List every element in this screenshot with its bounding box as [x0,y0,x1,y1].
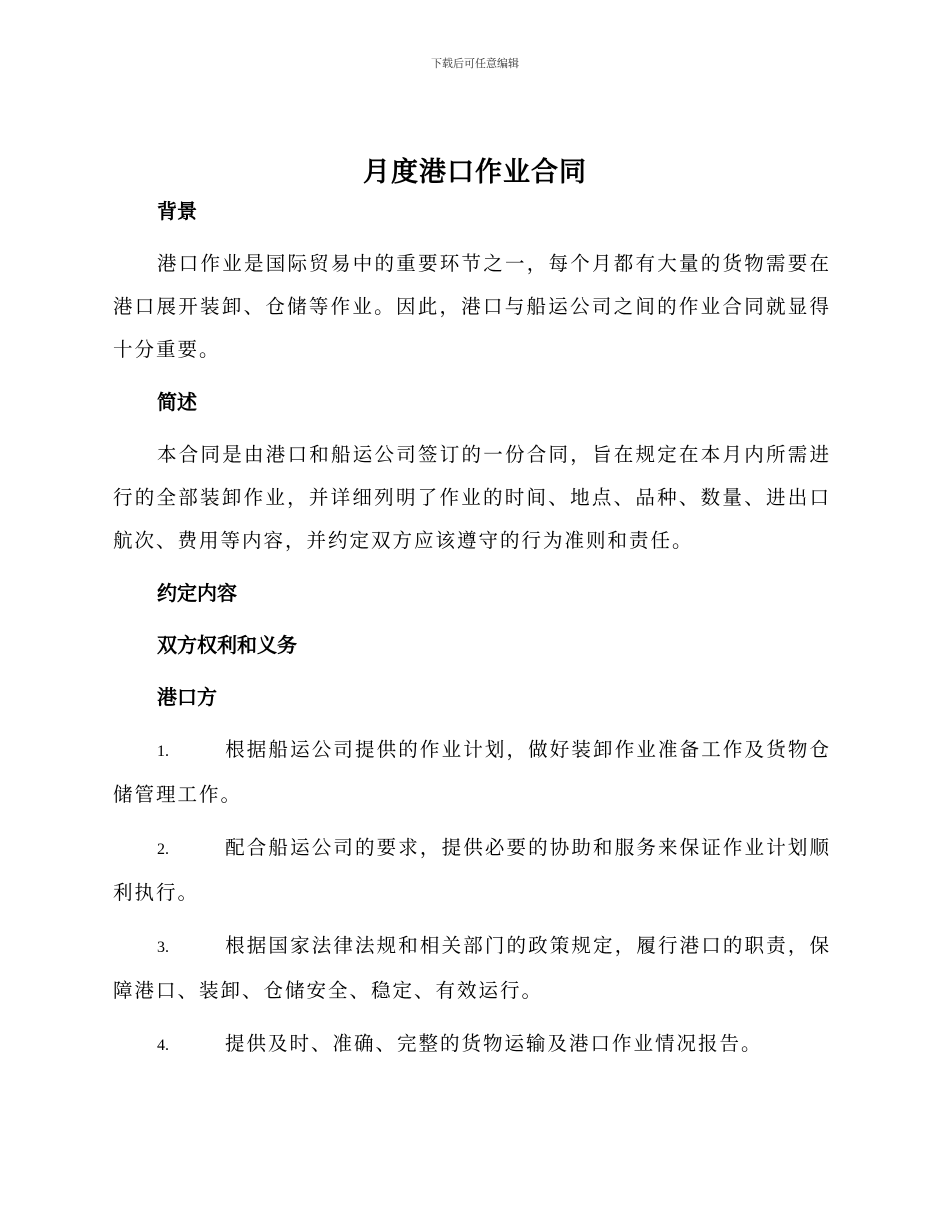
heading-summary: 简述 [157,390,197,414]
list-item-number: 1. [157,743,169,760]
list-item-number: 2. [157,841,169,858]
document-title: 月度港口作业合同 [363,157,587,188]
heading-port: 港口方 [157,685,217,709]
list-item [113,924,831,1012]
list-item [113,1022,831,1067]
document-body [113,190,831,1067]
list-item-text: 根据国家法律法规和相关部门的政策规定，履行港口的职责，保障港口、装卸、仓储安全、稳定、有效运行。 [113,934,831,1002]
heading-background: 背景 [157,199,197,223]
list-item-text: 根据船运公司提供的作业计划，做好装卸作业准备工作及货物仓储管理工作。 [113,738,831,806]
list-item-number: 3. [157,939,169,956]
heading-agreement: 约定内容 [157,581,237,605]
list-item-text: 配合船运公司的要求，提供必要的协助和服务来保证作业计划顺利执行。 [113,836,831,904]
page-header-note: 下载后可任意编辑 [431,57,519,70]
paragraph-summary: 本合同是由港口和船运公司签订的一份合同，旨在规定在本月内所需进行的全部装卸作业，并详细列明了作业的时间、地点、品种、数量、进出口航次、费用等内容，并约定双方应该遵守的行为准则和责任。 [113,443,831,552]
list-item [113,826,831,914]
paragraph-background: 港口作业是国际贸易中的重要环节之一，每个月都有大量的货物需要在港口展开装卸、仓储等作业。因此，港口与船运公司之间的作业合同就显得十分重要。 [113,252,831,361]
heading-rights: 双方权利和义务 [157,633,297,657]
list-item-number: 4. [157,1037,169,1054]
list-item-text: 提供及时、准确、完整的货物运输及港口作业情况报告。 [225,1032,763,1055]
list-item [113,728,831,816]
